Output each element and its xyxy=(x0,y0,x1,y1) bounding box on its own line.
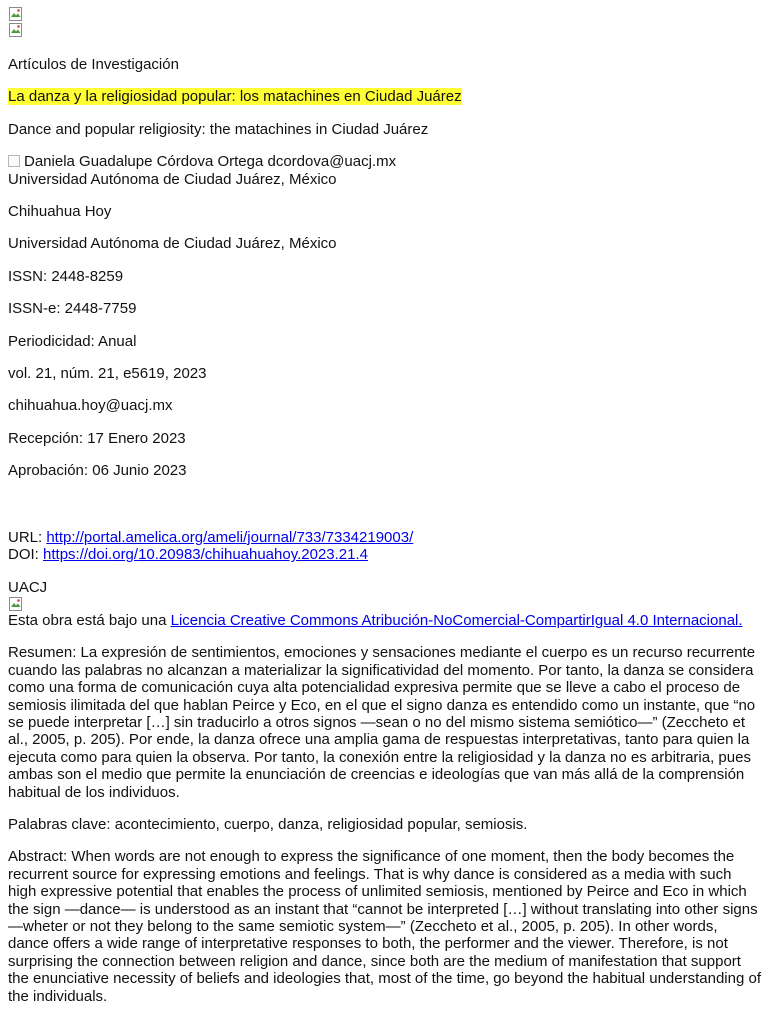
journal-name: Chihuahua Hoy xyxy=(8,203,112,221)
approved-date: Aprobación: 06 Junio 2023 xyxy=(8,462,187,480)
title-spanish xyxy=(8,88,762,105)
checkbox-icon[interactable] xyxy=(8,155,20,167)
issn: ISSN: 2448-8259 xyxy=(8,267,124,285)
journal-publisher: Universidad Autónoma de Ciudad Juárez, México xyxy=(8,235,337,253)
article-url-link[interactable]: http://portal.amelica.org/ameli/journal/733/7334219003/ xyxy=(46,528,414,546)
broken-image-icon xyxy=(8,22,24,38)
license-link[interactable]: Licencia Creative Commons Atribución-NoComercial-CompartirIgual 4.0 Internacional. xyxy=(170,611,743,629)
doi-label: DOI: xyxy=(8,546,44,564)
volume-info: vol. 21, núm. 21, e5619, 2023 xyxy=(8,365,207,383)
broken-image-icon xyxy=(8,6,24,22)
license-prefix: Esta obra está bajo una xyxy=(8,611,171,629)
doi-link[interactable]: https://doi.org/10.20983/chihuahuahoy.2023.21.4 xyxy=(43,546,368,564)
author-name-email: Daniela Guadalupe Córdova Ortega dcordova@uacj.mx xyxy=(24,153,397,171)
license-badge-icon xyxy=(8,596,24,612)
license-text xyxy=(8,612,762,629)
author-block xyxy=(8,153,762,188)
author-affiliation: Universidad Autónoma de Ciudad Juárez, México xyxy=(8,170,337,188)
section-label: Artículos de Investigación xyxy=(8,56,179,73)
periodicity: Periodicidad: Anual xyxy=(8,332,137,350)
resumen-paragraph: Resumen: La expresión de sentimientos, emociones y sensaciones mediante el cuerpo es un recurso recurrente cuando las palabras no alcanzan a materializar la significatividad del momento. Por tanto, la danza se considera como una forma de comunicación cuya alta potencialidad expresiva permite que se lleve a cabo el proceso de semiosis ilimitada del que hablan Peirce y Eco, en el que el signo danza es entendido como un instante, que “no se puede interpretar […] sin traducirlo a otros signos —sean o no del mismo sistema semiótico—” (Zeccheto et al., 2005, p. 205). Por ende, la danza ofrece una amplia gama de respuestas interpretativas, tanto para quien la ejecuta como para quien la observa. Por tanto, la conexión entre la religiosidad y la danza no es arbitraria, pues ambas son el medio que permite la enunciación de creencias e ideologías que van más allá de la comprensión habitual de los individuos. xyxy=(8,644,756,801)
url-label: URL: xyxy=(8,528,47,546)
received-date: Recepción: 17 Enero 2023 xyxy=(8,429,186,447)
links-block xyxy=(8,529,762,564)
abstract-paragraph: Abstract: When words are not enough to express the significance of one moment, then the body becomes the recurrent source for expressing emotions and feelings. That is why dance is considered as a media with such high expressive potential that enables the process of unlimited semiosis, mentioned by Peirce and Eco in which the sign —dance— is understood as an instant that “cannot be interpreted […] without translating into other signs —wheter or not they belong to the same semiotic system—” (Zeccheto et al., 2005, p. 205). In other words, dance offers a wide range of interpretative responses to both, the performer and the viewer. Therefore, is not surprising the connection between religion and dance, since both are the medium of manifestation that support the enunciative necessity of beliefs and ideologies that, most of the time, go beyond the habitual understanding of the individuals. xyxy=(8,848,761,1005)
institution-label: UACJ xyxy=(8,578,48,596)
broken-image-icon-graphic xyxy=(8,6,24,22)
license-badge-icon-graphic xyxy=(8,596,24,612)
journal-email: chihuahua.hoy@uacj.mx xyxy=(8,397,173,415)
broken-image-icon-graphic xyxy=(8,22,24,38)
title-spanish-text: La danza y la religiosidad popular: los matachines en Ciudad Juárez xyxy=(8,88,462,106)
title-english: Dance and popular religiosity: the matachines in Ciudad Juárez xyxy=(8,120,429,138)
issn-e: ISSN-e: 2448-7759 xyxy=(8,300,137,318)
keywords-paragraph: Palabras clave: acontecimiento, cuerpo, danza, religiosidad popular, semiosis. xyxy=(8,815,528,833)
article-page xyxy=(8,6,762,1005)
